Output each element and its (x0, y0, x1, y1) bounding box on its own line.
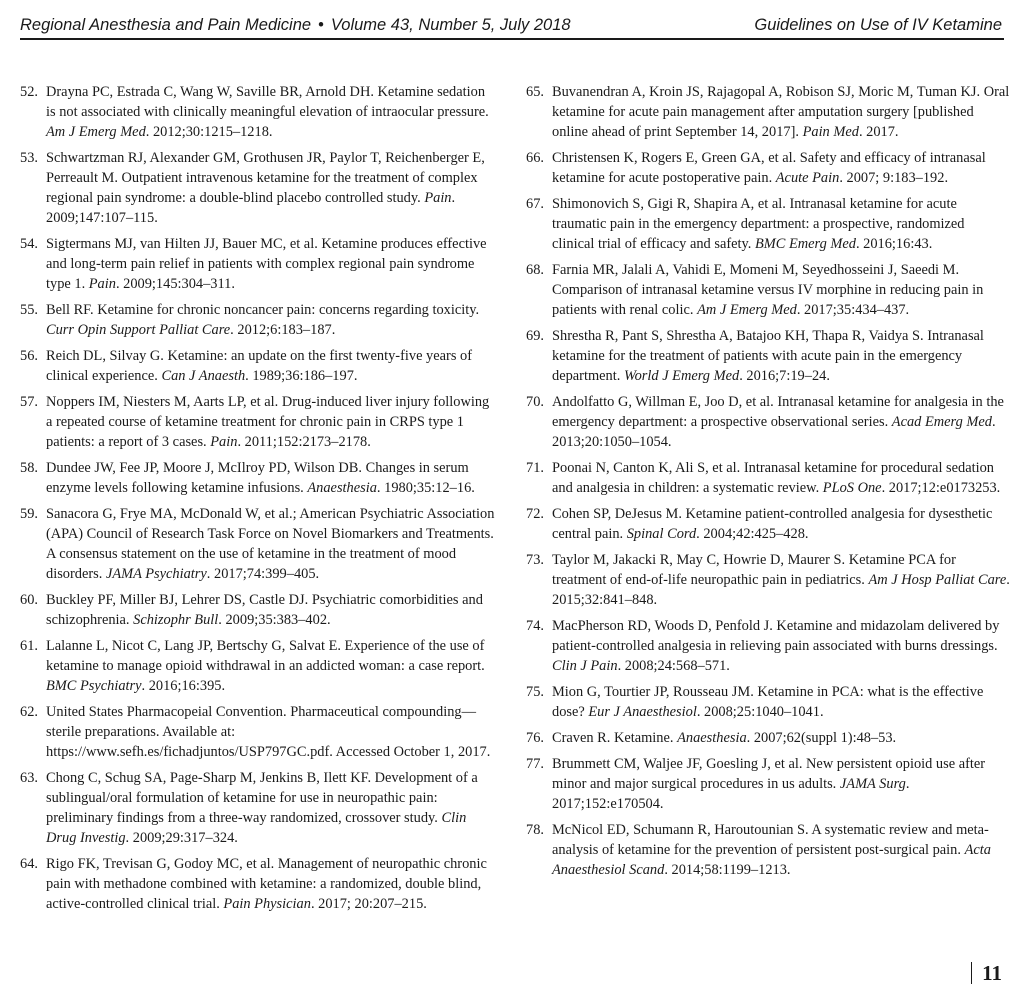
reference-journal: Clin Drug Investig (46, 810, 467, 846)
reference-text (552, 616, 1010, 676)
reference-citation: Craven R. Ketamine. (552, 730, 678, 746)
issue-info: Volume 43, Number 5, July 2018 (330, 16, 571, 34)
reference-citation: MacPherson RD, Woods D, Penfold J. Ketamine and midazolam delivered by patient-controlled analgesia in relieving pain associated with burns dressings. (552, 618, 1000, 654)
reference-citation: Bell RF. Ketamine for chronic noncancer pain: concerns regarding toxicity. (46, 302, 480, 318)
reference-citation: McNicol ED, Schumann R, Haroutounian S. A systematic review and meta-analysis of ketamine for the prevention of persistent post-surgical pain. (552, 822, 989, 858)
reference-item (526, 504, 1010, 544)
reference-number: 59. (20, 506, 38, 522)
reference-number: 56. (20, 348, 38, 364)
reference-text (46, 504, 498, 584)
reference-text (552, 148, 1010, 188)
reference-number: 64. (20, 856, 38, 872)
reference-citation: Christensen K, Rogers E, Green GA, et al. Safety and efficacy of intranasal ketamine for acute postoperative pain. (552, 150, 986, 186)
reference-volume-pages: . 2016;16:43. (855, 236, 933, 252)
reference-number: 76. (526, 730, 544, 746)
reference-journal: Pain (210, 434, 238, 450)
reference-citation: Drayna PC, Estrada C, Wang W, Saville BR, Arnold DH. Ketamine sedation is not associated with clinically meaningful elevation of intraocular pressure. (46, 84, 489, 120)
reference-journal: Can J Anaesth (161, 368, 246, 384)
reference-item (20, 392, 498, 452)
reference-item (526, 260, 1010, 320)
reference-journal: Clin J Pain (552, 658, 618, 674)
references-column-right (526, 82, 1010, 886)
reference-item (526, 682, 1010, 722)
reference-volume-pages: . 2008;24:568–571. (617, 658, 730, 674)
reference-journal: Schizophr Bull (133, 612, 219, 628)
reference-journal: World J Emerg Med (623, 368, 740, 384)
reference-journal: Anaesthesia (307, 480, 377, 496)
reference-citation: Cohen SP, DeJesus M. Ketamine patient-controlled analgesia for dysesthetic central pain. (552, 506, 993, 542)
reference-number: 74. (526, 618, 544, 634)
reference-volume-pages: . 2012;30:1215–1218. (145, 124, 273, 140)
reference-number: 70. (526, 394, 544, 410)
reference-volume-pages: . 2011;152:2173–2178. (237, 434, 371, 450)
reference-volume-pages: . 2017;74:399–405. (206, 566, 320, 582)
reference-item (20, 504, 498, 584)
reference-journal: BMC Emerg Med (754, 236, 856, 252)
reference-number: 72. (526, 506, 544, 522)
reference-text (46, 768, 498, 848)
reference-citation: Farnia MR, Jalali A, Vahidi E, Momeni M, Seyedhosseini J, Saeedi M. Comparison of intranasal ketamine versus IV morphine in reducing pain in patients with renal colic. (552, 262, 984, 318)
reference-text (552, 260, 1010, 320)
reference-citation: Schwartzman RJ, Alexander GM, Grothusen JR, Paylor T, Reichenberger E, Perreault M. Outpatient intravenous ketamine for the treatment of complex regional pain syndrome: a double-blind placebo controlled study. (46, 150, 485, 206)
reference-item (20, 458, 498, 498)
reference-item (20, 768, 498, 848)
reference-number: 53. (20, 150, 38, 166)
reference-volume-pages: . 2008;25:1040–1041. (696, 704, 824, 720)
reference-volume-pages: . 2017; 20:207–215. (310, 896, 427, 912)
reference-volume-pages: . 2016;16:395. (141, 678, 226, 694)
section-title: Guidelines on Use of IV Ketamine (754, 16, 1002, 34)
reference-volume-pages: . 2009;147:107–115. (46, 190, 456, 226)
reference-volume-pages: . 2017;152:e170504. (552, 776, 910, 812)
reference-citation: Noppers IM, Niesters M, Aarts LP, et al. Drug-induced liver injury following a repeated course of ketamine treatment for chronic pain in CRPS type 1 patients: a report of 3 cases. (46, 394, 490, 450)
reference-item (20, 854, 498, 914)
reference-number: 73. (526, 552, 544, 568)
reference-text (46, 82, 498, 142)
header-left (20, 16, 571, 35)
references-column-left (20, 82, 498, 920)
reference-citation: United States Pharmacopeial Convention. Pharmaceutical compounding—sterile preparations. Available at: https://www.sefh.es/fichadjuntos/USP797GC.pdf. Accessed October 1, 2017. (46, 704, 491, 760)
reference-item (20, 82, 498, 142)
reference-item (526, 616, 1010, 676)
reference-text (46, 234, 498, 294)
reference-volume-pages: . 2009;29:317–324. (125, 830, 238, 846)
reference-volume-pages: . 2016;7:19–24. (739, 368, 830, 384)
reference-citation: Mion G, Tourtier JP, Rousseau JM. Ketamine in PCA: what is the effective dose? (552, 684, 984, 720)
reference-citation: Reich DL, Silvay G. Ketamine: an update on the first twenty-five years of clinical experience. (46, 348, 472, 384)
page-number: 11 (971, 962, 1002, 984)
reference-citation: Shrestha R, Pant S, Shrestha A, Batajoo KH, Thapa R, Vaidya S. Intranasal ketamine for the treatment of patients with acute pain in the emergency department. (552, 328, 984, 384)
reference-citation: Shimonovich S, Gigi R, Shapira A, et al. Intranasal ketamine for acute traumatic pain in the emergency department: a prospective, randomized clinical trial of efficacy and safety. (552, 196, 965, 252)
reference-number: 71. (526, 460, 544, 476)
reference-journal: Curr Opin Support Palliat Care (46, 322, 231, 338)
reference-journal: Eur J Anaesthesiol (588, 704, 697, 720)
reference-number: 52. (20, 84, 38, 100)
reference-item (20, 148, 498, 228)
reference-volume-pages: . 2017. (858, 124, 899, 140)
reference-volume-pages: . 2004;42:425–428. (696, 526, 809, 542)
reference-journal: PLoS One (822, 480, 882, 496)
reference-text (46, 346, 498, 386)
reference-item (526, 550, 1010, 610)
reference-number: 75. (526, 684, 544, 700)
reference-journal: Acad Emerg Med (891, 414, 992, 430)
reference-volume-pages: . 2015;32:841–848. (552, 572, 1010, 608)
reference-item (20, 300, 498, 340)
reference-journal: Am J Hosp Palliat Care (868, 572, 1007, 588)
reference-text (46, 636, 498, 696)
reference-text (46, 702, 498, 762)
reference-journal: BMC Psychiatry (46, 678, 142, 694)
reference-text (552, 82, 1010, 142)
reference-number: 55. (20, 302, 38, 318)
reference-journal: JAMA Psychiatry (105, 566, 207, 582)
reference-volume-pages: . 2009;145:304–311. (115, 276, 235, 292)
reference-citation: Buvanendran A, Kroin JS, Rajagopal A, Robison SJ, Moric M, Tuman KJ. Oral ketamine for acute pain management after amputation surgery [published online ahead of print September 14, 2017]. (552, 84, 1010, 140)
reference-citation: Taylor M, Jakacki R, May C, Howrie D, Maurer S. Ketamine PCA for treatment of end-of-life neuropathic pain in pediatrics. (552, 552, 956, 588)
reference-text (552, 392, 1010, 452)
reference-item (20, 590, 498, 630)
reference-journal: Am J Emerg Med (46, 124, 146, 140)
reference-journal: Pain Med (802, 124, 859, 140)
reference-item (20, 234, 498, 294)
reference-number: 66. (526, 150, 544, 166)
reference-text (46, 392, 498, 452)
reference-item (526, 754, 1010, 814)
reference-number: 77. (526, 756, 544, 772)
reference-text (46, 148, 498, 228)
reference-text (552, 326, 1010, 386)
reference-volume-pages: . 1989;36:186–197. (245, 368, 358, 384)
reference-text (552, 820, 1010, 880)
journal-title: Regional Anesthesia and Pain Medicine (20, 16, 312, 34)
reference-text (46, 300, 498, 340)
reference-number: 62. (20, 704, 38, 720)
reference-number: 60. (20, 592, 38, 608)
reference-text (46, 854, 498, 914)
header-bullet: • (318, 16, 324, 34)
reference-text (552, 682, 1010, 722)
reference-item (526, 326, 1010, 386)
reference-number: 65. (526, 84, 544, 100)
reference-item (526, 728, 1010, 748)
reference-text (552, 194, 1010, 254)
reference-item (20, 702, 498, 762)
reference-volume-pages: . 2007; 9:183–192. (839, 170, 949, 186)
reference-citation: Sigtermans MJ, van Hilten JJ, Bauer MC, et al. Ketamine produces effective and long-term pain relief in patients with complex regional pain syndrome type 1. (46, 236, 487, 292)
reference-journal: Pain (88, 276, 116, 292)
reference-text (552, 728, 1010, 748)
reference-text (552, 754, 1010, 814)
reference-number: 68. (526, 262, 544, 278)
reference-citation: Chong C, Schug SA, Page-Sharp M, Jenkins B, Ilett KF. Development of a sublingual/oral formulation of ketamine for use in neuropathic pain: preliminary findings from a three-way randomized, crossover study. (46, 770, 478, 826)
reference-number: 57. (20, 394, 38, 410)
reference-volume-pages: . 1980;35:12–16. (376, 480, 475, 496)
reference-citation: Rigo FK, Trevisan G, Godoy MC, et al. Management of neuropathic chronic pain with methadone combined with ketamine: a randomized, double blind, active-controlled clinical trial. (46, 856, 487, 912)
reference-text (552, 458, 1010, 498)
reference-item (526, 82, 1010, 142)
reference-journal: Anaesthesia (677, 730, 747, 746)
reference-item (526, 820, 1010, 880)
reference-citation: Buckley PF, Miller BJ, Lehrer DS, Castle DJ. Psychiatric comorbidities and schizophrenia. (46, 592, 483, 628)
reference-journal: Pain Physician (223, 896, 311, 912)
reference-citation: Andolfatto G, Willman E, Joo D, et al. Intranasal ketamine for analgesia in the emergency department: a prospective observational series. (552, 394, 1004, 430)
reference-text (552, 504, 1010, 544)
reference-number: 63. (20, 770, 38, 786)
reference-citation: Poonai N, Canton K, Ali S, et al. Intranasal ketamine for procedural sedation and analgesia in children: a systematic review. (552, 460, 994, 496)
reference-volume-pages: . 2014;58:1199–1213. (664, 862, 791, 878)
reference-text (552, 550, 1010, 610)
reference-number: 69. (526, 328, 544, 344)
reference-number: 54. (20, 236, 38, 252)
reference-journal: Acute Pain (775, 170, 840, 186)
reference-volume-pages: . 2013;20:1050–1054. (552, 414, 996, 450)
reference-citation: Brummett CM, Waljee JF, Goesling J, et al. New persistent opioid use after minor and major surgical procedures in us adults. (552, 756, 986, 792)
reference-journal: Spinal Cord (626, 526, 697, 542)
reference-journal: JAMA Surg (839, 776, 906, 792)
reference-volume-pages: . 2017;12:e0173253. (881, 480, 1001, 496)
reference-item (526, 194, 1010, 254)
reference-journal: Am J Emerg Med (697, 302, 797, 318)
reference-volume-pages: . 2012;6:183–187. (230, 322, 336, 338)
reference-volume-pages: . 2007;62(suppl 1):48–53. (746, 730, 897, 746)
reference-journal: Acta Anaesthesiol Scand (552, 842, 991, 878)
reference-number: 78. (526, 822, 544, 838)
reference-journal: Pain (424, 190, 452, 206)
reference-citation: Sanacora G, Frye MA, McDonald W, et al.; American Psychiatric Association (APA) Council of Research Task Force on Novel Biomarkers and Treatments. A consensus statement on the use of ketamine in the treatment of mood disorders. (46, 506, 495, 582)
reference-text (46, 590, 498, 630)
reference-item (526, 392, 1010, 452)
reference-item (526, 458, 1010, 498)
reference-number: 58. (20, 460, 38, 476)
reference-text (46, 458, 498, 498)
reference-number: 67. (526, 196, 544, 212)
reference-citation: Dundee JW, Fee JP, Moore J, McIlroy PD, Wilson DB. Changes in serum enzyme levels following ketamine infusions. (46, 460, 469, 496)
reference-number: 61. (20, 638, 38, 654)
reference-item (526, 148, 1010, 188)
reference-citation: Lalanne L, Nicot C, Lang JP, Bertschy G, Salvat E. Experience of the use of ketamine to manage opioid withdrawal in an addicted woman: a case report. (46, 638, 485, 674)
reference-item (20, 636, 498, 696)
reference-volume-pages: . 2009;35:383–402. (218, 612, 331, 628)
reference-item (20, 346, 498, 386)
running-header (20, 10, 1004, 40)
reference-volume-pages: . 2017;35:434–437. (796, 302, 910, 318)
